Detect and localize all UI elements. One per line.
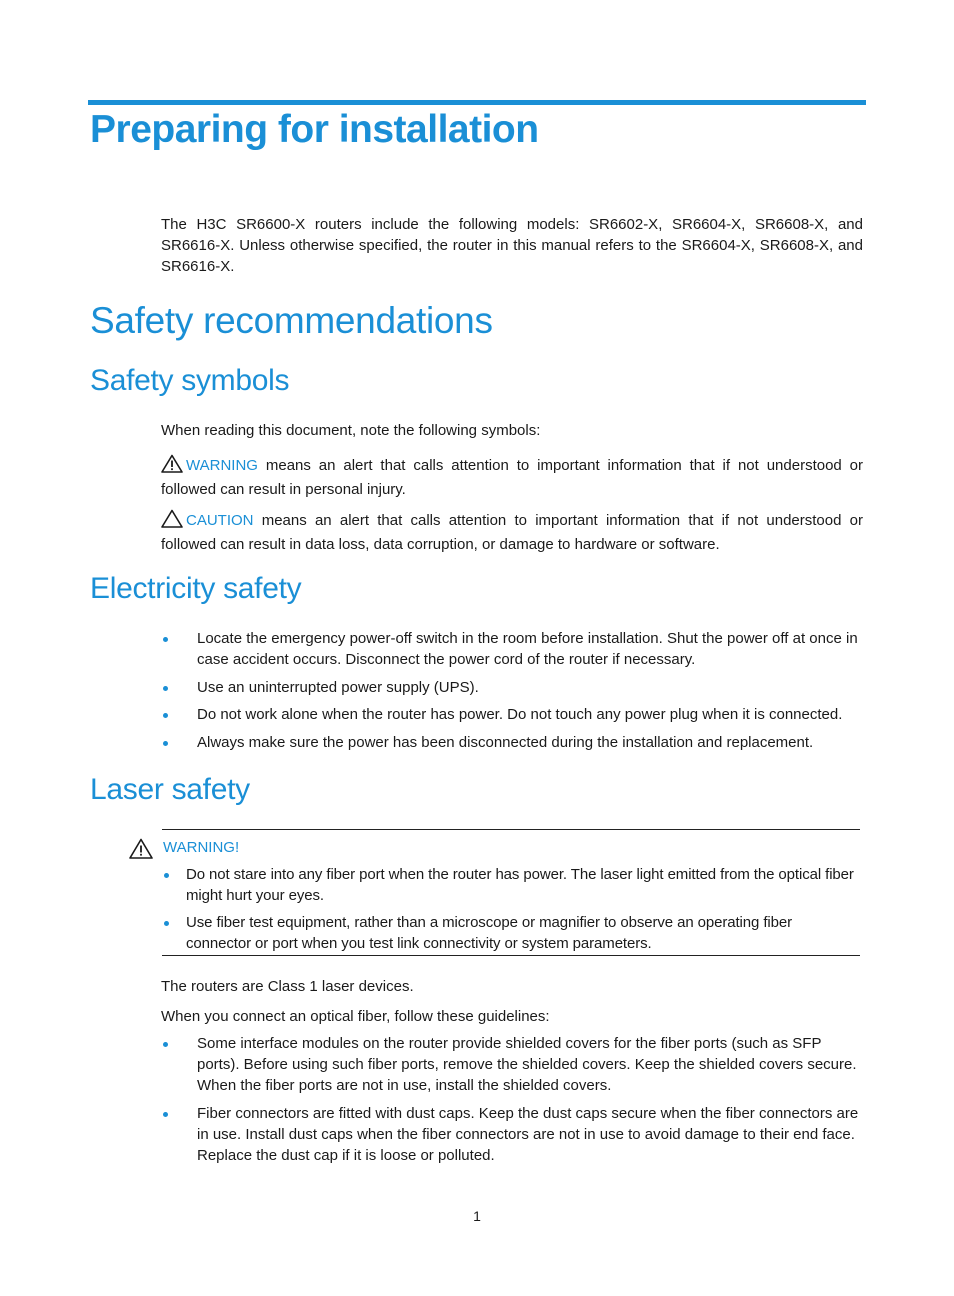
bullet-dot-icon (164, 921, 169, 926)
list-item-text: Always make sure the power has been disconnected during the installation and replacement. (197, 734, 814, 751)
caution-text: means an alert that calls attention to important information that if not understood or followed can result in data loss, data corruption, or damage to hardware or software. (161, 512, 863, 553)
warning-triangle-icon (129, 838, 153, 864)
section-title-electricity-safety: Electricity safety (90, 572, 302, 605)
list-item-text: Do not stare into any fiber port when the router has power. The laser light emitted from the optical fiber might hurt your eyes. (186, 866, 854, 904)
list-item (161, 864, 861, 906)
list-item-text: Some interface modules on the router provide shielded covers for the fiber ports (such as SFP ports). Before using such fiber ports, remove the shielded covers. Keep the shielded covers secure. When the fiber ports are not in use, install the shielded covers. (197, 1035, 857, 1094)
list-item (161, 732, 863, 753)
bullet-dot-icon (163, 1112, 168, 1117)
list-item-text: Use an uninterrupted power supply (UPS). (197, 679, 479, 696)
caution-label: CAUTION (186, 512, 254, 529)
list-item (161, 1033, 863, 1096)
list-item (161, 1103, 863, 1166)
bullet-dot-icon (163, 713, 168, 718)
list-item-text: Do not work alone when the router has power. Do not touch any power plug when it is connected. (197, 706, 843, 723)
intro-paragraph: The H3C SR6600-X routers include the following models: SR6602-X, SR6604-X, SR6608-X, and SR6616-X. Unless otherwise specified, the router in this manual refers to the SR6604-X, SR6608-X, and SR6616-X. (161, 216, 863, 275)
laser-warning-list (161, 864, 861, 954)
page-number: 1 (473, 1208, 481, 1224)
bullet-dot-icon (163, 637, 168, 642)
caution-definition (161, 509, 863, 555)
section-title-safety-symbols: Safety symbols (90, 364, 290, 397)
section-title-safety-recommendations: Safety recommendations (90, 300, 493, 341)
bullet-dot-icon (163, 686, 168, 691)
section-title-laser-safety: Laser safety (90, 773, 250, 806)
warning-label: WARNING (186, 457, 258, 474)
warning-box-bottom-rule (162, 955, 860, 956)
chapter-title: Preparing for installation (90, 108, 539, 151)
list-item-text: Fiber connectors are fitted with dust caps. Keep the dust caps secure when the fiber connectors are in use. Install dust caps when the fiber connectors are not in use to avoid damage to their end face. Replace the dust cap if it is loose or polluted. (197, 1105, 859, 1164)
list-item-text: Locate the emergency power-off switch in the room before installation. Shut the power off at once in case accident occurs. Disconnect the power cord of the router if necessary. (197, 630, 858, 668)
list-item-text: Use fiber test equipment, rather than a microscope or magnifier to observe an operating fiber connector or port when you test link connectivity or system parameters. (186, 914, 793, 952)
guidelines-list (161, 1033, 863, 1166)
chapter-top-rule (88, 100, 866, 105)
list-item (161, 677, 863, 698)
bullet-dot-icon (163, 741, 168, 746)
class-note: The routers are Class 1 laser devices. (161, 978, 414, 995)
warning-definition (161, 454, 863, 500)
symbols-lead: When reading this document, note the following symbols: (161, 422, 541, 439)
electricity-list (161, 628, 863, 753)
warning-text: means an alert that calls attention to important information that if not understood or followed can result in personal injury. (161, 457, 863, 498)
bullet-dot-icon (163, 1042, 168, 1047)
warning-triangle-icon (161, 454, 183, 479)
list-item (161, 912, 861, 954)
warning-box-top-rule (162, 829, 860, 830)
guidelines-lead: When you connect an optical fiber, follow these guidelines: (161, 1008, 550, 1025)
laser-warning-label: WARNING! (163, 839, 240, 856)
list-item (161, 704, 863, 725)
bullet-dot-icon (164, 873, 169, 878)
caution-triangle-icon (161, 509, 183, 534)
list-item (161, 628, 863, 670)
